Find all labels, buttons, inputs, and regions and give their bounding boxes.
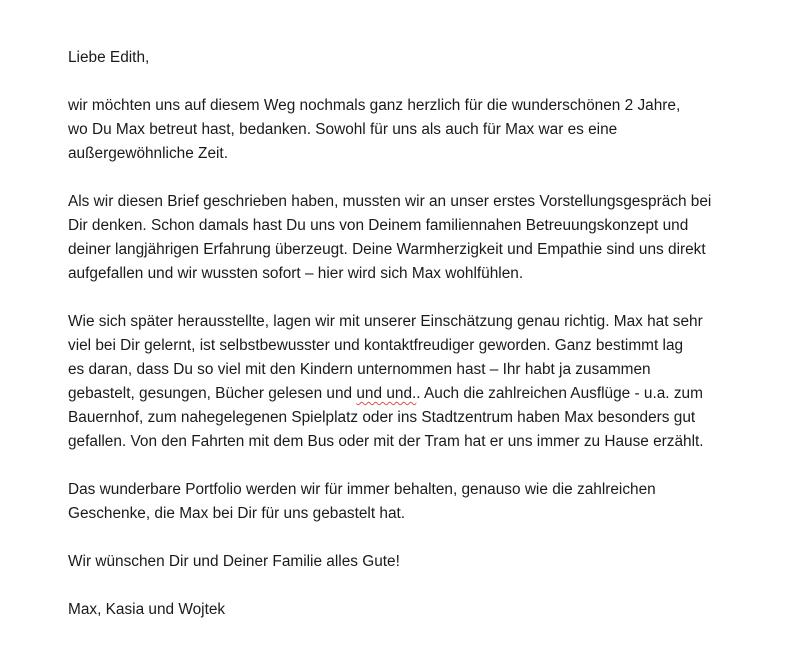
letter-body (68, 46, 738, 646)
salutation-text: Liebe Edith, (68, 49, 150, 66)
paragraph-learning (68, 310, 738, 454)
p4-line-2: Geschenke, die Max bei Dir für uns gebastelt hat. (68, 505, 406, 522)
p4-line-1: Das wunderbare Portfolio werden wir für immer behalten, genauso wie die zahlreichen (68, 481, 656, 498)
spellcheck-marked-text[interactable]: und und. (356, 385, 417, 402)
p1-line-2: wo Du Max betreut hast, bedanken. Sowohl für uns als auch für Max war es eine (68, 121, 618, 138)
signature-text: Max, Kasia und Wojtek (68, 601, 226, 618)
p1-line-3: außergewöhnliche Zeit. (68, 145, 228, 162)
p3-line-2: viel bei Dir gelernt, ist selbstbewusster und kontaktfreudiger geworden. Ganz bestimmt lag (68, 337, 684, 354)
salutation (68, 46, 738, 70)
paragraph-first-meeting (68, 190, 738, 286)
p3-line-4-start: gebastelt, gesungen, Bücher gelesen und (68, 385, 357, 402)
paragraph-thanks (68, 94, 738, 166)
p2-line-1: Als wir diesen Brief geschrieben haben, mussten wir an unser erstes Vorstellungsgespräch bei (68, 193, 712, 210)
signature (68, 598, 738, 622)
paragraph-portfolio (68, 478, 738, 526)
p1-line-1: wir möchten uns auf diesem Weg nochmals ganz herzlich für die wunderschönen 2 Jahre, (68, 97, 681, 114)
p3-line-4 (68, 385, 703, 402)
p3-line-4-end: . Auch die zahlreichen Ausflüge - u.a. zum (416, 385, 703, 402)
p3-line-3: es daran, dass Du so viel mit den Kindern unternommen hast – Ihr habt ja zusammen (68, 361, 651, 378)
p3-line-5: Bauernhof, zum nahegelegenen Spielplatz oder ins Stadtzentrum haben Max besonders gut (68, 409, 696, 426)
paragraph-wishes (68, 550, 738, 574)
p2-line-4: aufgefallen und wir wussten sofort – hier wird sich Max wohlfühlen. (68, 265, 524, 282)
p2-line-2: Dir denken. Schon damals hast Du uns von Deinem familiennahen Betreuungskonzept und (68, 217, 689, 234)
p3-line-6: gefallen. Von den Fahrten mit dem Bus oder mit der Tram hat er uns immer zu Hause erzählt. (68, 433, 704, 450)
wishes-text: Wir wünschen Dir und Deiner Familie alles Gute! (68, 553, 400, 570)
p3-line-1: Wie sich später herausstellte, lagen wir mit unserer Einschätzung genau richtig. Max hat sehr (68, 313, 703, 330)
p2-line-3: deiner langjährigen Erfahrung überzeugt. Deine Warmherzigkeit und Empathie sind uns direkt (68, 241, 706, 258)
